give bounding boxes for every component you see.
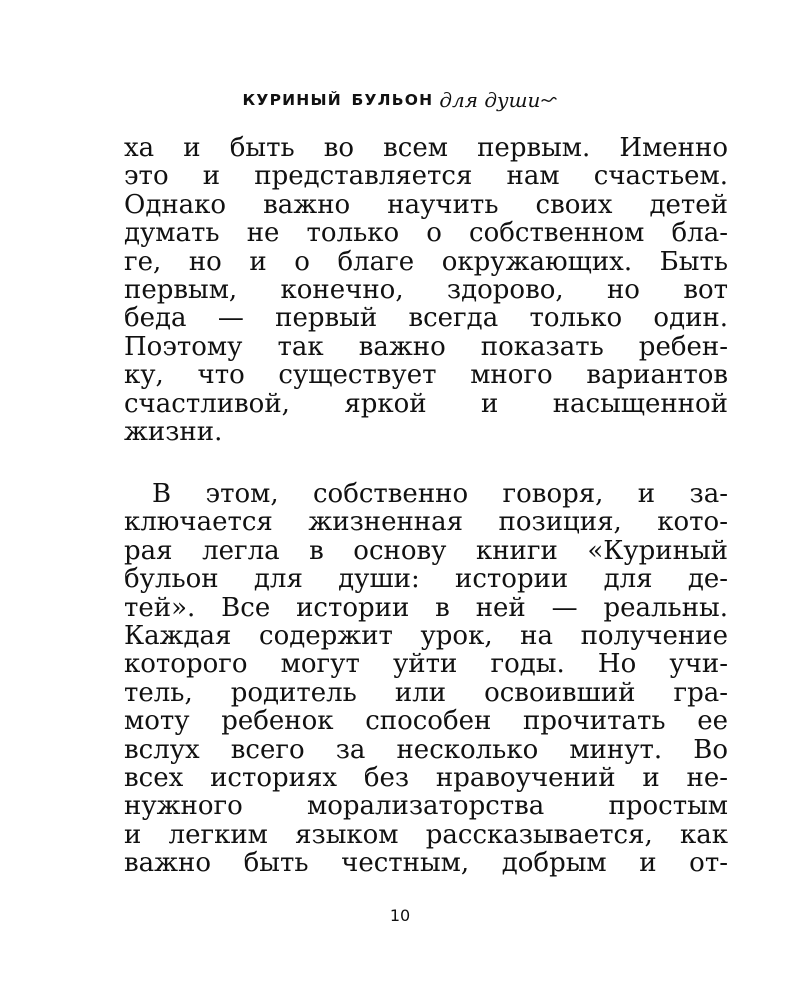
text-line: В этом, собственно говоря, и за- [152, 479, 728, 509]
text-line: которого могут уйти годы. Но учи- [124, 649, 728, 680]
text-line: важно быть честным, добрым и от- [124, 848, 728, 879]
text-line: тель, родитель или освоивший гра- [124, 677, 728, 708]
text-line: вслух всего за несколько минут. Во [124, 734, 728, 765]
body-paragraph-2 [124, 480, 728, 877]
text-line: жизни. [124, 416, 223, 447]
text-line: первым, конечно, здорово, но вот [124, 274, 728, 305]
text-line: ге, но и о благе окружающих. Быть [124, 246, 728, 277]
text-line: ключается жизненная позиция, кото- [124, 507, 728, 538]
text-line: это и представляется нам счастьем. [124, 161, 728, 192]
text-line: рая легла в основу книги «Куриный [124, 535, 728, 566]
book-title-caps: КУРИНЫЙ БУЛЬОН [242, 91, 434, 109]
text-line: ку, что существует много вариантов [124, 360, 728, 391]
text-line: всех историях без нравоучений и не- [124, 762, 728, 793]
running-header [0, 86, 800, 110]
text-line: Однако важно научить своих детей [124, 189, 728, 220]
text-line: тей». Все истории в ней — реальны. [124, 592, 728, 623]
text-line: моту ребенок способен прочитать ее [124, 706, 728, 737]
text-line: Поэтому так важно показать ребен- [124, 331, 728, 362]
text-line: беда — первый всегда только один. [124, 303, 728, 334]
text-line: нужного морализаторства простым [124, 791, 728, 822]
text-line: счастливой, яркой и насыщенной [124, 388, 728, 419]
text-line: Каждая содержит урок, на получение [124, 620, 728, 651]
body-paragraph-1 [124, 134, 728, 446]
text-line: бульон для души: истории для де- [124, 564, 728, 595]
text-line: и легким языком рассказывается, как [124, 819, 728, 850]
text-line: ха и быть во всем первым. Именно [124, 133, 728, 163]
text-line: думать не только о собственном бла- [124, 218, 728, 249]
flourish-icon [541, 95, 557, 105]
book-title-script: для души [439, 88, 541, 112]
page-number: 10 [389, 906, 411, 925]
